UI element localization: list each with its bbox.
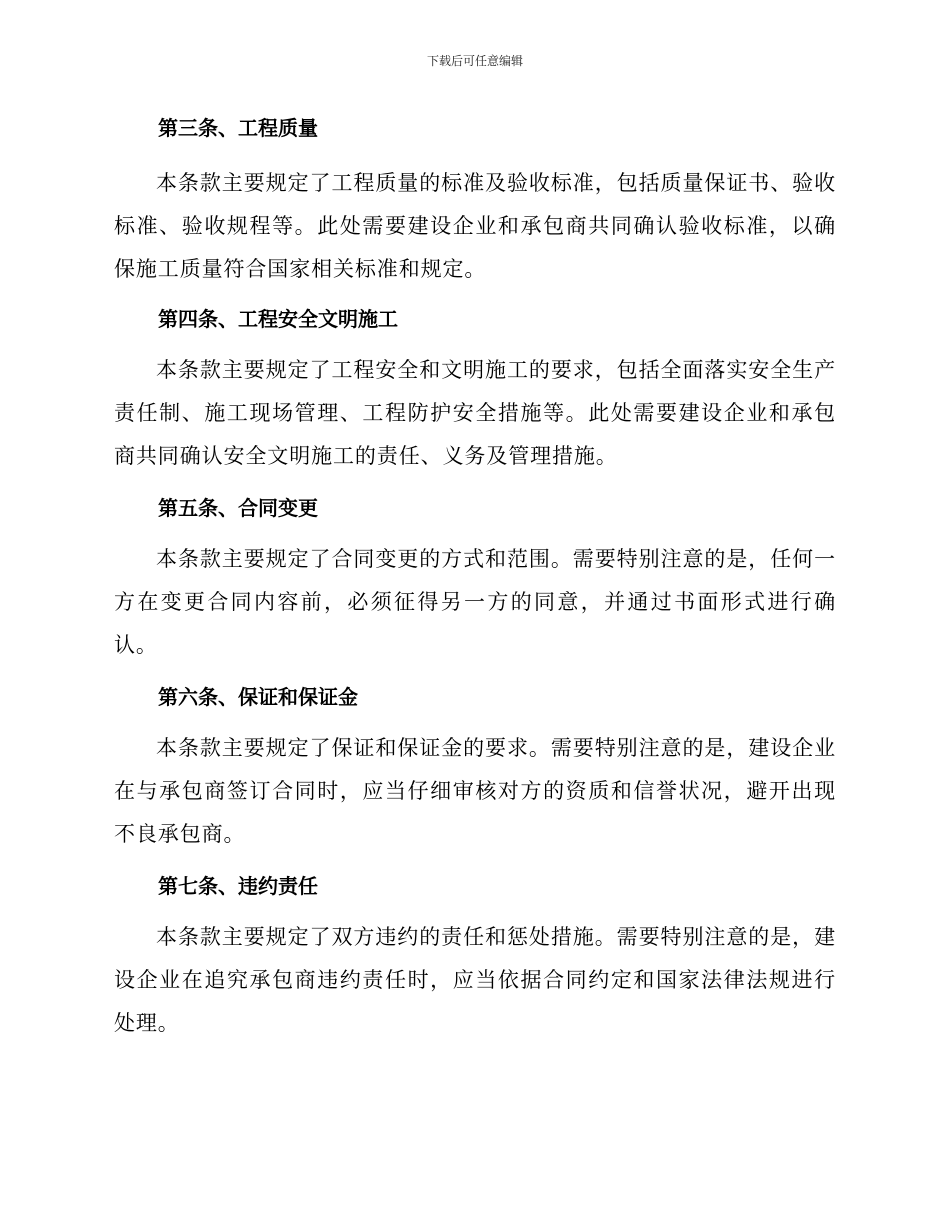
section-heading-quality: 第三条、工程质量: [158, 116, 318, 140]
section-body-liability: 本条款主要规定了双方违约的责任和惩处措施。需要特别注意的是，建设企业在追究承包商违约责任时，应当依据合同约定和国家法律法规进行处理。: [114, 925, 836, 1035]
section-heading-contract-change: 第五条、合同变更: [158, 496, 318, 520]
page-header: 下载后可任意编辑: [426, 54, 523, 68]
section-heading-guarantee: 第六条、保证和保证金: [158, 685, 358, 709]
section-body-safety: 本条款主要规定了工程安全和文明施工的要求，包括全面落实安全生产责任制、施工现场管理、工程防护安全措施等。此处需要建设企业和承包商共同确认安全文明施工的责任、义务及管理措施。: [114, 358, 836, 468]
section-heading-liability: 第七条、违约责任: [158, 874, 318, 898]
section-body-guarantee: 本条款主要规定了保证和保证金的要求。需要特别注意的是，建设企业在与承包商签订合同时，应当仔细审核对方的资质和信誉状况，避开出现不良承包商。: [114, 736, 836, 846]
section-body-quality: 本条款主要规定了工程质量的标准及验收标准，包括质量保证书、验收标准、验收规程等。此处需要建设企业和承包商共同确认验收标准，以确保施工质量符合国家相关标准和规定。: [114, 171, 836, 281]
document-body: [114, 110, 836, 1045]
section-body-contract-change: 本条款主要规定了合同变更的方式和范围。需要特别注意的是，任何一方在变更合同内容前，必须征得另一方的同意，并通过书面形式进行确认。: [114, 547, 836, 657]
section-heading-safety: 第四条、工程安全文明施工: [158, 307, 398, 331]
